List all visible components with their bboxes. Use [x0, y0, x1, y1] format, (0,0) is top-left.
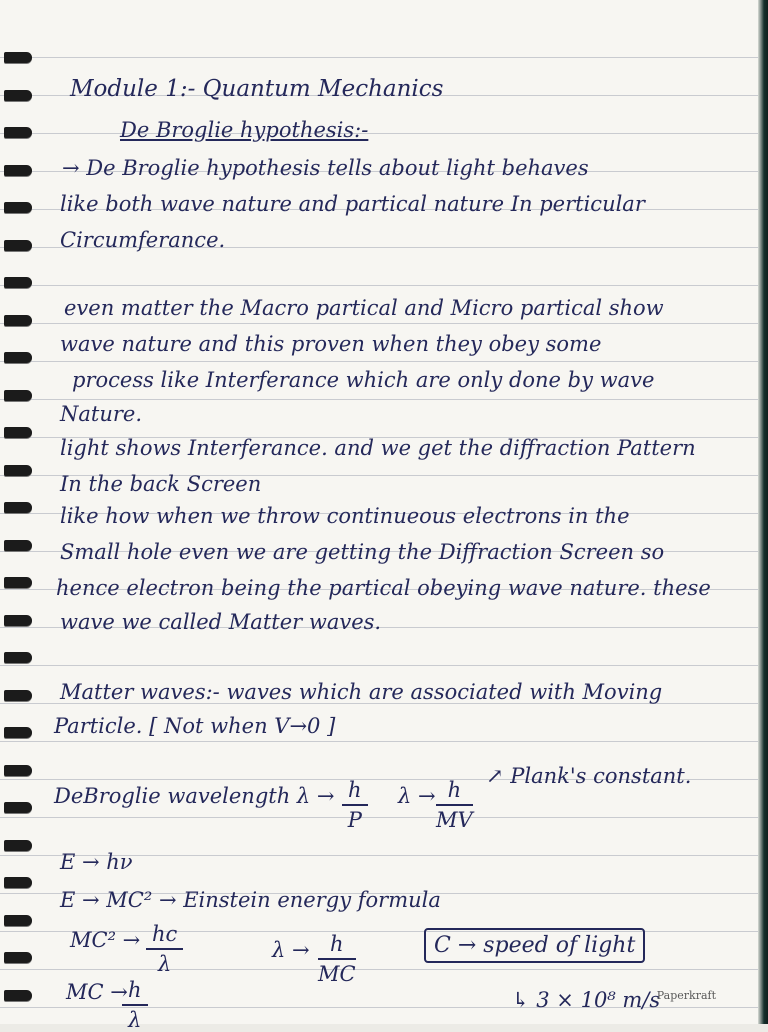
fraction-denominator: λ [128, 1008, 142, 1032]
mc2-arrow: MC² → [70, 928, 141, 952]
speed-of-light-box: C → speed of light [424, 928, 645, 963]
paperkraft-brand: Paperkraft [656, 989, 716, 1002]
mc-arrow: MC → [66, 980, 128, 1004]
note-line: Nature. [60, 402, 143, 426]
fraction-numerator: h [122, 978, 148, 1006]
de-broglie-label: DeBroglie wavelength λ → [54, 784, 335, 808]
spiral-ring [4, 540, 32, 551]
fraction-h-over-p [342, 778, 368, 832]
note-line: Circumferance. [60, 228, 226, 252]
fraction-numerator: h [342, 778, 368, 806]
spiral-ring [4, 465, 32, 476]
note-line: even matter the Macro partical and Micro partical show [64, 296, 664, 320]
note-line: hence electron being the partical obeying wave nature. these [56, 576, 711, 600]
desk-edge [758, 0, 768, 1024]
spiral-ring [4, 915, 32, 926]
speed-of-light-value: ↳ 3 × 10⁸ m/s [512, 988, 661, 1012]
fraction-denominator: MC [318, 962, 356, 986]
note-line: light shows Interferance. and we get the diffraction Pattern [60, 436, 696, 460]
spiral-binding [0, 40, 34, 1024]
lambda-arrow-2: λ → [272, 938, 310, 962]
fraction-numerator: hc [146, 922, 183, 950]
spiral-ring [4, 877, 32, 888]
fraction-h-over-mv [436, 778, 473, 832]
spiral-ring [4, 240, 32, 251]
note-line: process like Interferance which are only done by wave [72, 368, 655, 392]
note-line: like both wave nature and partical nature In perticular [60, 192, 645, 216]
note-line: wave we called Matter waves. [60, 610, 382, 634]
fraction-denominator: P [347, 808, 362, 832]
spiral-ring [4, 577, 32, 588]
fraction-numerator: h [436, 778, 473, 806]
spiral-ring [4, 652, 32, 663]
note-line: Small hole even we are getting the Diffraction Screen so [60, 540, 665, 564]
fraction-hc-over-lambda [146, 922, 183, 976]
spiral-ring [4, 615, 32, 626]
energy-equation-1: E → hν [60, 850, 133, 874]
spiral-ring [4, 802, 32, 813]
energy-equation-2: E → MC² → Einstein energy formula [60, 888, 441, 912]
fraction-numerator: h [318, 932, 356, 960]
spiral-ring [4, 127, 32, 138]
spiral-ring [4, 502, 32, 513]
spiral-ring [4, 952, 32, 963]
note-line: wave nature and this proven when they obey some [60, 332, 602, 356]
section-heading: De Broglie hypothesis:- [120, 118, 369, 142]
spiral-ring [4, 52, 32, 63]
spiral-ring [4, 765, 32, 776]
fraction-h-over-mc [318, 932, 356, 986]
spiral-ring [4, 427, 32, 438]
fraction-denominator: λ [157, 952, 172, 976]
spiral-ring [4, 390, 32, 401]
spiral-ring [4, 202, 32, 213]
note-line: like how when we throw continueous electrons in the [60, 504, 630, 528]
spiral-ring [4, 727, 32, 738]
spiral-ring [4, 277, 32, 288]
spiral-ring [4, 840, 32, 851]
spiral-ring [4, 165, 32, 176]
spiral-ring [4, 90, 32, 101]
spiral-ring [4, 690, 32, 701]
page-title: Module 1:- Quantum Mechanics [70, 76, 444, 102]
spiral-ring [4, 315, 32, 326]
lambda-arrow: λ → [398, 784, 436, 808]
note-line: In the back Screen [60, 472, 262, 496]
note-line: Particle. [ Not when V→0 ] [54, 714, 336, 738]
plank-constant-note: ↗ Plank's constant. [486, 764, 692, 788]
note-line: Matter waves:- waves which are associated with Moving [60, 680, 663, 704]
spiral-ring [4, 990, 32, 1001]
spiral-ring [4, 352, 32, 363]
note-line: → De Broglie hypothesis tells about light behaves [62, 156, 589, 180]
fraction-denominator: MV [436, 808, 473, 832]
